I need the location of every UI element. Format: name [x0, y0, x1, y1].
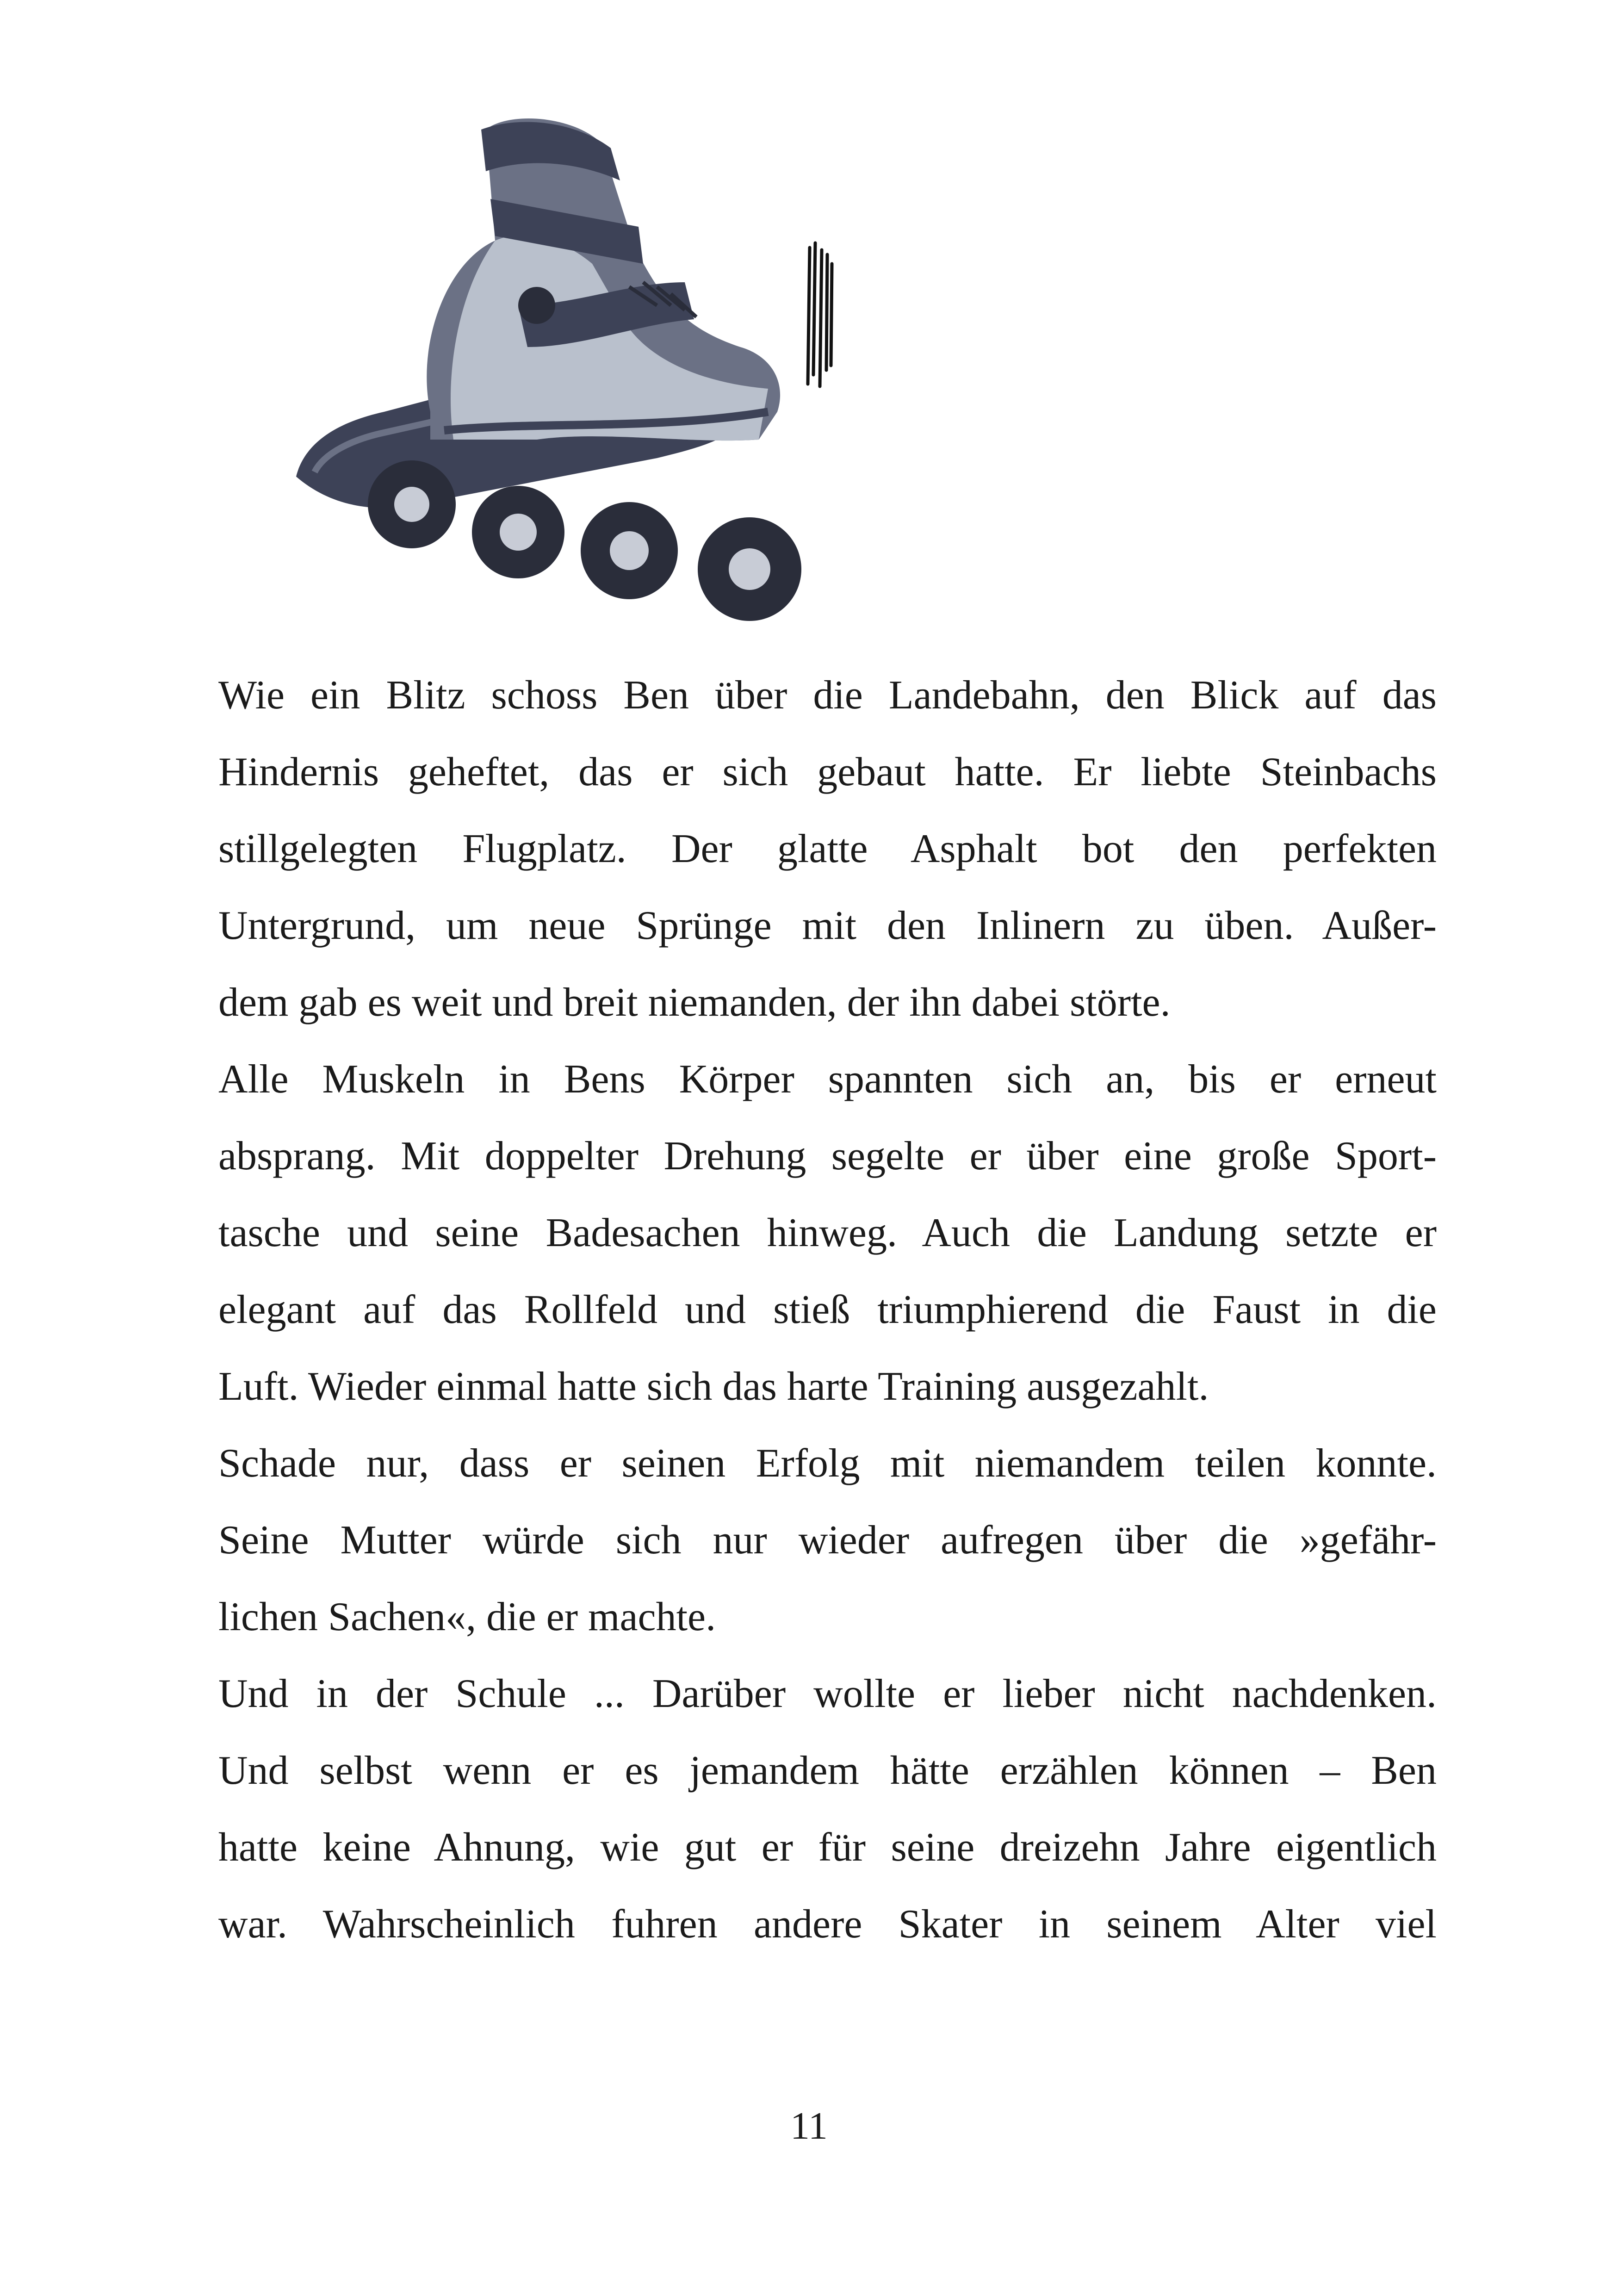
text-line: Luft. Wieder einmal hatte sich das harte Training ausgezahlt. [218, 1364, 1209, 1409]
text-line: absprang. Mit doppelter Drehung segelte er über eine große Sport- [218, 1134, 1437, 1179]
inline-skate-illustration [278, 88, 851, 629]
text-line: Untergrund, um neue Sprünge mit den Inlinern zu üben. Außer- [218, 903, 1437, 948]
text-line: war. Wahrscheinlich fuhren andere Skater in seinem Alter viel [218, 1902, 1437, 1947]
text-line: Hindernis geheftet, das er sich gebaut hatte. Er liebte Steinbachs [218, 750, 1437, 794]
body-text [218, 657, 1437, 1963]
page-number: 11 [790, 2104, 828, 2147]
text-line: Wie ein Blitz schoss Ben über die Landebahn, den Blick auf das [218, 673, 1437, 718]
text-line: Schade nur, dass er seinen Erfolg mit niemandem teilen konnte. [218, 1441, 1437, 1486]
text-line: tasche und seine Badesachen hinweg. Auch die Landung setzte er [218, 1210, 1437, 1255]
text-line: Und selbst wenn er es jemandem hätte erzählen können – Ben [218, 1748, 1437, 1793]
text-line: dem gab es weit und breit niemanden, der ihn dabei störte. [218, 980, 1171, 1025]
text-line: stillgelegten Flugplatz. Der glatte Asphalt bot den perfekten [218, 826, 1437, 871]
text-line: Seine Mutter würde sich nur wieder aufregen über die »gefähr- [218, 1518, 1437, 1563]
wheel-icon [368, 460, 801, 621]
text-line: Und in der Schule ... Darüber wollte er lieber nicht nachdenken. [218, 1671, 1437, 1716]
text-line: elegant auf das Rollfeld und stieß triumphierend die Faust in die [218, 1287, 1437, 1332]
speed-lines-icon [808, 243, 832, 386]
text-line: hatte keine Ahnung, wie gut er für seine dreizehn Jahre eigentlich [218, 1825, 1437, 1870]
text-line: Alle Muskeln in Bens Körper spannten sich an, bis er erneut [218, 1057, 1437, 1102]
text-line: lichen Sachen«, die er machte. [218, 1595, 716, 1639]
